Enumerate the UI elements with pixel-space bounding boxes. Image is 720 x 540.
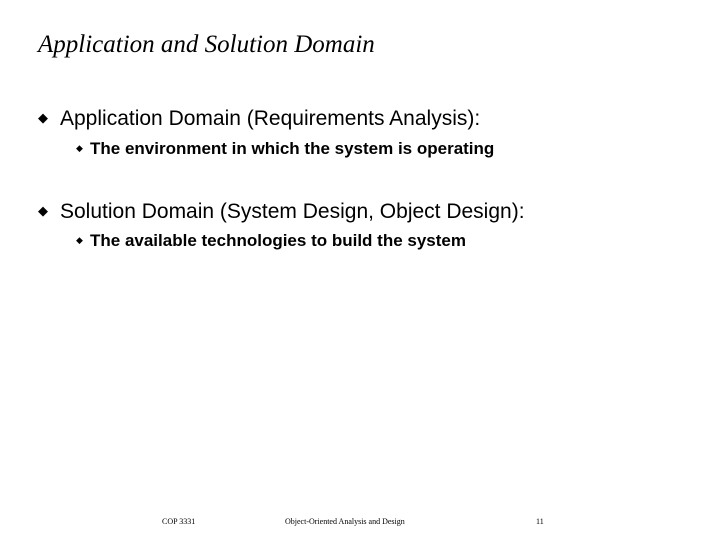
diamond-bullet-icon: ◆ — [76, 236, 83, 246]
sub-bullet-environment — [76, 139, 494, 159]
diamond-bullet-icon: ◆ — [76, 144, 83, 154]
footer-subject: Object-Oriented Analysis and Design — [285, 517, 405, 526]
bullet-application-domain — [38, 107, 480, 131]
bullet-text: Application Domain (Requirements Analysis): — [60, 107, 481, 130]
sub-bullet-text: The environment in which the system is operating — [90, 139, 495, 158]
diamond-bullet-icon: ◆ — [38, 111, 48, 126]
footer-course: COP 3331 — [162, 517, 196, 526]
sub-bullet-text: The available technologies to build the system — [90, 231, 466, 250]
diamond-bullet-icon: ◆ — [38, 204, 48, 219]
slide-title: Application and Solution Domain — [38, 31, 375, 58]
sub-bullet-technologies — [76, 231, 466, 251]
footer-page-number: 11 — [536, 517, 544, 526]
bullet-text: Solution Domain (System Design, Object Design): — [60, 200, 525, 223]
bullet-solution-domain — [38, 200, 525, 224]
